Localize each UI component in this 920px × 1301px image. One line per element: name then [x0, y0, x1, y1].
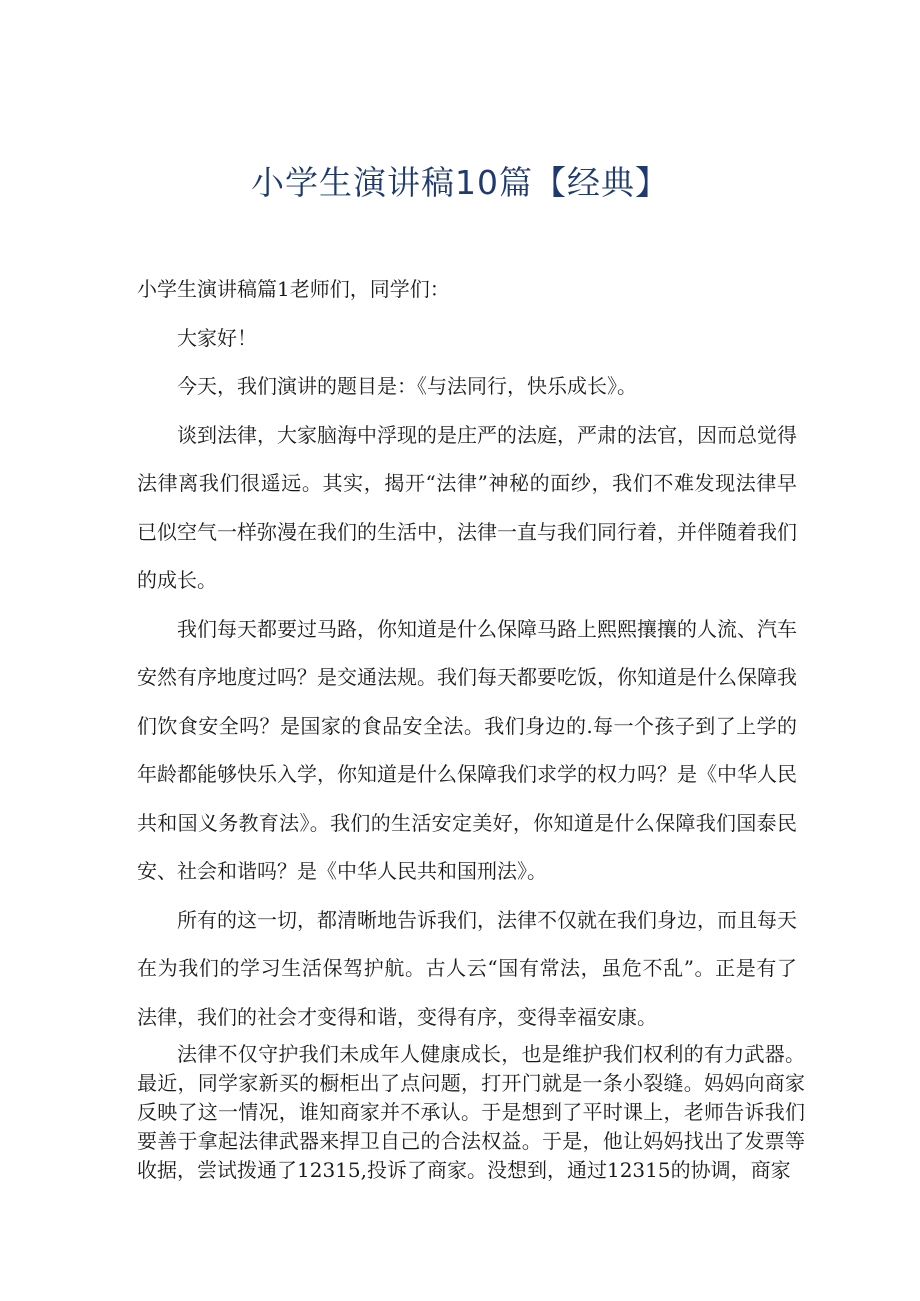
paragraph-conclusion: 所有的这一切，都清晰地告诉我们，法律不仅就在我们身边，而且每天在为我们的学习生活保驾护航。古人云“国有常法，虽危不乱”。正是有了法律，我们的社会才变得和谐，变得有序，变得幸福安康。	[137, 907, 797, 1029]
document-body	[137, 265, 797, 1041]
document-body-continued	[137, 1040, 805, 1185]
paragraph-greeting: 大家好！	[177, 325, 257, 350]
document-title: 小学生演讲稿10篇【经典】	[251, 163, 669, 202]
paragraph-daily-life: 我们每天都要过马路，你知道是什么保障马路上熙熙攘攘的人流、汽车安然有序地度过吗？是交通法规。我们每天都要吃饭，你知道是什么保障我们饮食安全吗？是国家的食品安全法。我们身边的.每一个孩子到了上学的年龄都能够快乐入学，你知道是什么保障我们求学的权力吗？是《中华人民共和国义务教育法》。我们的生活安定美好，你知道是什么保障我们国泰民安、社会和谐吗？是《中华人民共和国刑法》。	[137, 616, 797, 883]
paragraph-rights: 法律不仅守护我们未成年人健康成长，也是维护我们权利的有力武器。最近，同学家新买的橱柜出了点问题，打开门就是一条小裂缝。妈妈向商家反映了这一情况，谁知商家并不承认。于是想到了平时课上，老师告诉我们要善于拿起法律武器来捍卫自己的合法权益。于是，他让妈妈找出了发票等收据，尝试拨通了12315,投诉了商家。没想到，通过12315的协调，商家	[137, 1042, 805, 1182]
paragraph-topic: 今天，我们演讲的题目是：《与法同行，快乐成长》。	[177, 374, 637, 398]
paragraph-law-intro: 谈到法律，大家脑海中浮现的是庄严的法庭，严肃的法官，因而总觉得法律离我们很遥远。其实，揭开“法律”神秘的面纱，我们不难发现法律早已似空气一样弥漫在我们的生活中，法律一直与我们同行着，并伴随着我们的成长。	[137, 422, 797, 592]
paragraph-intro: 小学生演讲稿篇1老师们，同学们：	[137, 277, 450, 301]
